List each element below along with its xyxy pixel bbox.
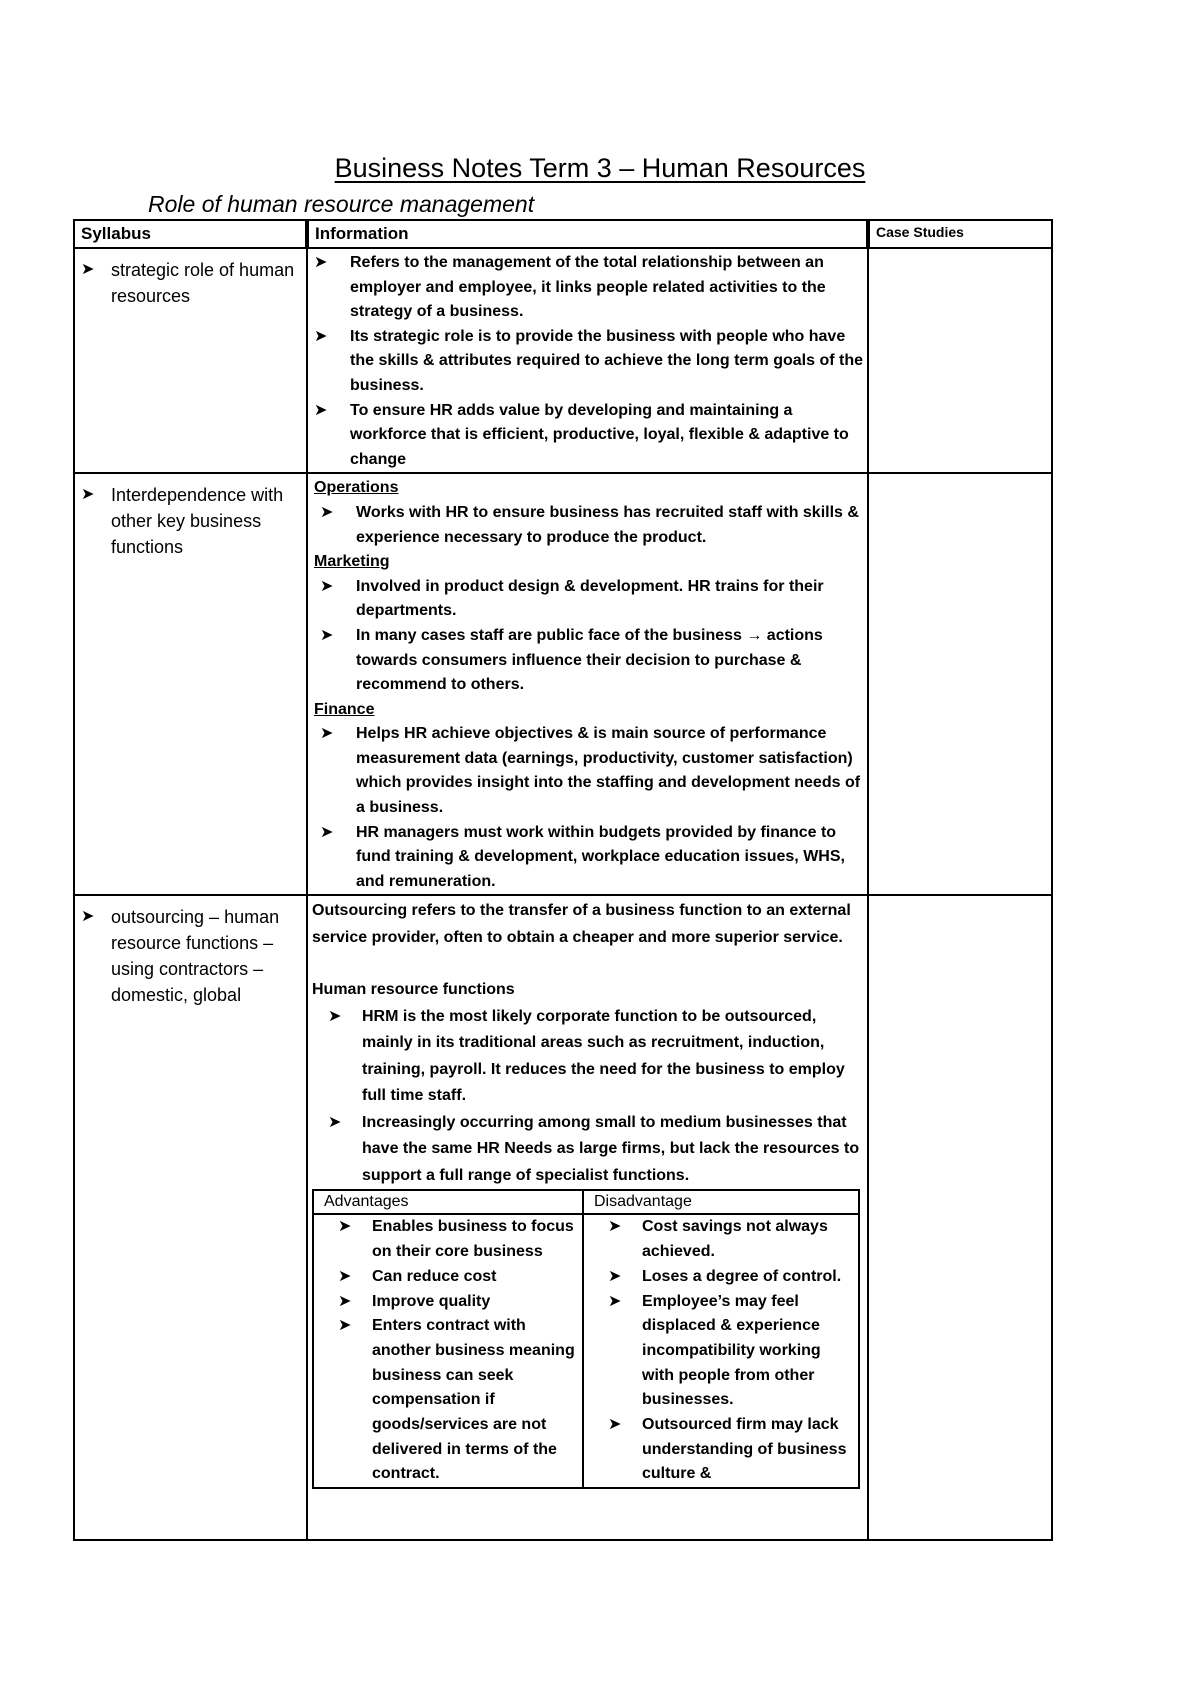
sub-content-row [313,1214,859,1488]
bullet-list [314,501,863,550]
table-row [74,473,1052,895]
notes-table [73,219,1053,1541]
syllabus-cell [74,473,307,895]
syllabus-item: ➤ strategic role of human resources [81,257,302,309]
section-heading-finance: Finance [314,700,375,718]
arrow-bullet-icon: ➤ [314,327,328,345]
list-item: ➤ Helps HR achieve objectives & is main source of performance measurement data (earnings, productivity, customer satisfaction) which provides insight into the staffing and development needs of a business. [314,722,863,820]
table-row [74,248,1052,473]
information-cell [307,248,868,473]
sub-header-row [313,1190,859,1214]
arrow-bullet-icon: ➤ [328,1113,342,1131]
outsourcing-definition: Outsourcing refers to the transfer of a business function to an external service provider, often to obtain a cheaper and more superior service. [312,902,851,946]
list-item: ➤ Enables business to focus on their core business [324,1215,576,1264]
arrow-bullet-icon: ➤ [314,254,328,271]
list-item: ➤ Improve quality [324,1290,576,1315]
table-row [74,895,1052,1540]
header-case-studies: Case Studies [868,220,1052,248]
syllabus-item: ➤ outsourcing – human resource functions – using contractors – domestic, global [81,904,302,1008]
list-item: ➤ Cost savings not always achieved. [594,1215,852,1264]
list-item: ➤ Increasingly occurring among small to medium businesses that have the same HR Needs as large firms, but lack the resources to support a full range of specialist functions. [312,1110,861,1190]
header-row [74,220,1052,248]
bullet-list [314,575,863,698]
list-item: ➤ Can reduce cost [324,1265,576,1290]
arrow-bullet-icon: ➤ [314,401,328,419]
arrow-bullet-icon: ➤ [81,261,95,278]
list-item: ➤ Refers to the management of the total relationship between an employer and employee, it links people related activities to the strategy of a business. [314,251,863,325]
case-studies-cell [868,895,1052,1540]
list-item: ➤ Loses a degree of control. [594,1265,852,1290]
arrow-bullet-icon: ➤ [328,1007,342,1025]
arrow-bullet-icon: ➤ [81,486,95,504]
list-item: ➤ To ensure HR adds value by developing and maintaining a workforce that is efficient, productive, loyal, flexible & adaptive to change [314,399,863,473]
arrow-bullet-icon: ➤ [320,577,334,595]
arrow-bullet-icon: ➤ [81,908,95,926]
list-item: ➤ Enters contract with another business meaning business can seek compensation if goods/services are not delivered in terms of the contract. [324,1314,576,1487]
section-heading-operations: Operations [314,479,399,497]
list-item: ➤ HRM is the most likely corporate function to be outsourced, mainly in its traditional areas such as recruitment, induction, training, payroll. It reduces the need for the business to employ full time staff. [312,1004,861,1110]
bullet-list [314,722,863,894]
syllabus-cell [74,248,307,473]
arrow-bullet-icon: ➤ [338,1317,352,1335]
information-cell [307,473,868,895]
header-information: Information [307,220,868,248]
disadvantages-header: Disadvantage [583,1190,859,1214]
page-title: Business Notes Term 3 – Human Resources [334,153,866,183]
hr-functions-heading: Human resource functions [312,981,515,999]
arrow-bullet-icon: ➤ [608,1416,622,1434]
arrow-bullet-icon: ➤ [608,1267,622,1285]
arrow-bullet-icon: ➤ [338,1218,352,1236]
syllabus-cell [74,895,307,1540]
list-item: ➤ In many cases staff are public face of the business → actions towards consumers influence their decision to purchase & recommend to others. [314,624,863,698]
arrow-bullet-icon: ➤ [338,1292,352,1310]
disadvantages-list [594,1215,852,1487]
list-item: ➤ Employee’s may feel displaced & experience incompatibility working with people from other businesses. [594,1290,852,1414]
advantages-cell [313,1214,583,1488]
arrow-bullet-icon: ➤ [338,1267,352,1285]
list-item: ➤ HR managers must work within budgets provided by finance to fund training & development, workplace education issues, WHS, and remuneration. [314,821,863,895]
bullet-list [312,1004,861,1190]
information-cell [307,895,868,1540]
section-heading-marketing: Marketing [314,553,390,571]
bullet-list [314,251,863,472]
list-item: ➤ Outsourced firm may lack understanding of business culture & [594,1413,852,1487]
case-studies-cell [868,473,1052,895]
case-studies-cell [868,248,1052,473]
arrow-bullet-icon: ➤ [608,1292,622,1310]
arrow-bullet-icon: ➤ [320,725,334,743]
advantages-list [324,1215,576,1487]
arrow-bullet-icon: ➤ [608,1218,622,1236]
arrow-bullet-icon: ➤ [320,823,334,841]
header-syllabus: Syllabus [74,220,307,248]
syllabus-item: ➤ Interdependence with other key business functions [81,482,302,560]
page-subtitle: Role of human resource management [148,191,535,217]
list-item: ➤ Works with HR to ensure business has recruited staff with skills & experience necessary to produce the product. [314,501,863,550]
list-item: ➤ Involved in product design & development. HR trains for their departments. [314,575,863,624]
disadvantages-cell [583,1214,859,1488]
arrow-bullet-icon: ➤ [320,626,334,644]
arrow-bullet-icon: ➤ [320,503,334,521]
advantages-header: Advantages [313,1190,583,1214]
advantages-disadvantages-table [312,1189,860,1489]
list-item: ➤ Its strategic role is to provide the business with people who have the skills & attributes required to achieve the long term goals of the business. [314,325,863,399]
